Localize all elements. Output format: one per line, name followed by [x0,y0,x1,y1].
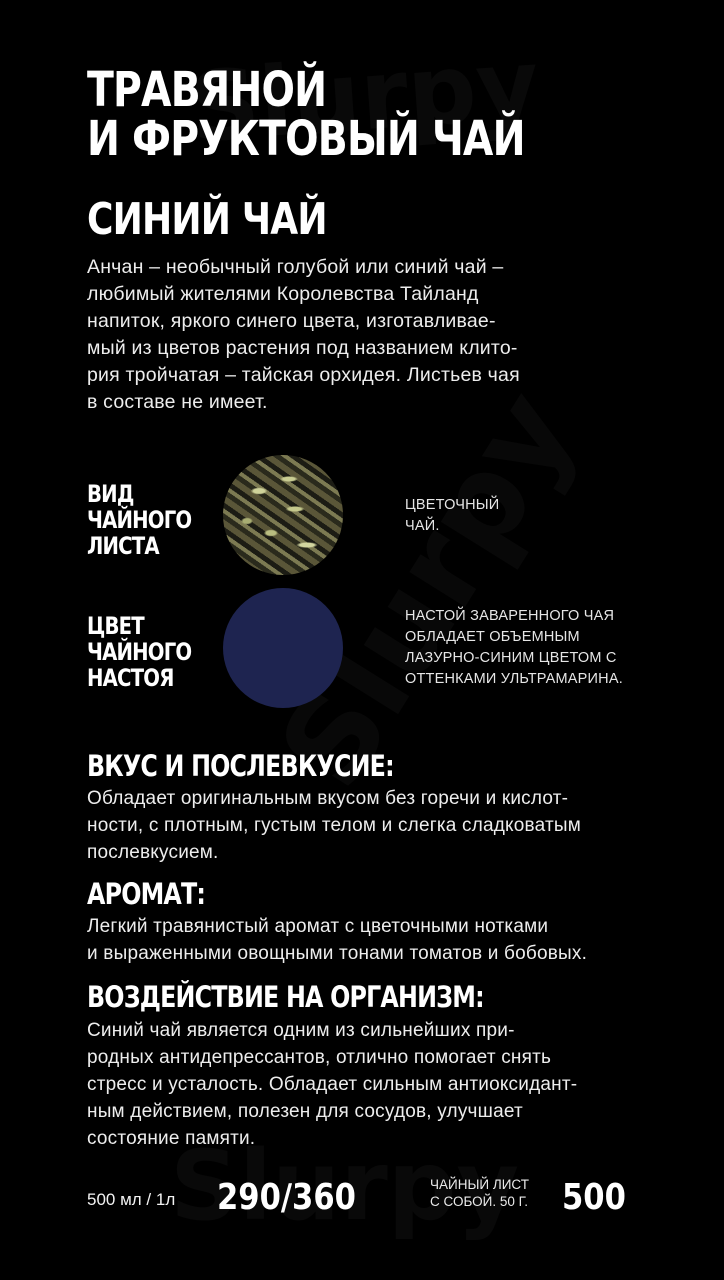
brew-color-value-line: ЛАЗУРНО-СИНИМ ЦВЕТОМ С [405,650,617,666]
takeaway-label-line: С СОБОЙ. 50 Г. [430,1194,529,1209]
effect-heading: ВОЗДЕЙСТВИЕ НА ОРГАНИЗМ: [87,980,484,1014]
tea-description [87,254,520,416]
leaf-type-value-line: ЧАЙ. [405,518,440,534]
page-title-line: И ФРУКТОВЫЙ ЧАЙ [87,110,525,167]
takeaway-label [430,1176,529,1210]
description-line: напиток, яркого синего цвета, изготавливае- [87,310,496,332]
leaf-type-label [87,481,191,559]
brew-color-value-line: ОТТЕНКАМИ УЛЬТРАМАРИНА. [405,671,623,687]
brew-color-label-line: НАСТОЯ [87,664,174,692]
description-line: мый из цветов растения под названием клито- [87,337,518,359]
leaf-type-label-line: ЧАЙНОГО [87,506,192,534]
leaf-type-label-line: ЛИСТА [87,532,159,560]
description-line: Анчан – необычный голубой или синий чай – [87,256,504,278]
brew-color-value-line: НАСТОЙ ЗАВАРЕННОГО ЧАЯ [405,608,615,624]
description-line: рия тройчатая – тайская орхидея. Листьев чая [87,364,520,386]
brew-color-label-line: ЦВЕТ [87,612,144,640]
leaf-type-value-line: ЦВЕТОЧНЫЙ [405,497,500,513]
page-title [87,62,525,167]
aroma-line: Легкий травянистый аромат с цветочными нотками [87,916,549,937]
effect-line: родных антидепрессантов, отлично помогает снять [87,1047,552,1068]
brew-color-value-line: ОБЛАДАЕТ ОБЪЕМНЫМ [405,629,580,645]
brew-color-label-line: ЧАЙНОГО [87,638,192,666]
taste-line: послевкусием. [87,842,219,863]
tea-name: СИНИЙ ЧАЙ [87,194,327,245]
aroma-line: и выраженными овощными тонами томатов и бобовых. [87,943,588,964]
takeaway-label-line: ЧАЙНЫЙ ЛИСТ [430,1177,529,1192]
volume-label: 500 мл / 1л [87,1190,176,1209]
taste-text [87,785,581,866]
effect-line: стресс и усталость. Обладает сильным антиоксидант- [87,1074,578,1095]
effect-line: состояние памяти. [87,1128,256,1149]
leaf-type-value [405,495,499,537]
brew-color-value [405,606,623,690]
effect-line: Синий чай является одним из сильнейших при- [87,1020,515,1041]
aroma-heading: АРОМАТ: [87,877,206,911]
description-line: в составе не имеет. [87,391,268,413]
brew-color-swatch [223,588,343,708]
taste-heading: ВКУС И ПОСЛЕВКУСИЕ: [87,749,394,783]
effect-text [87,1017,577,1152]
aroma-text [87,913,587,967]
effect-line: ным действием, полезен для сосудов, улучшает [87,1101,523,1122]
takeaway-price: 500 [562,1177,626,1218]
taste-line: Обладает оригинальным вкусом без горечи и кислот- [87,788,569,809]
taste-line: ности, с плотным, густым телом и слегка сладковатым [87,815,582,836]
watermark [254,368,603,812]
leaf-type-label-line: ВИД [87,480,134,508]
brew-color-label [87,613,191,691]
tea-leaves-image [223,455,343,575]
description-line: любимый жителями Королевства Тайланд [87,283,479,305]
page-title-line: ТРАВЯНОЙ [87,62,327,118]
volume-price: 290/360 [217,1177,356,1218]
